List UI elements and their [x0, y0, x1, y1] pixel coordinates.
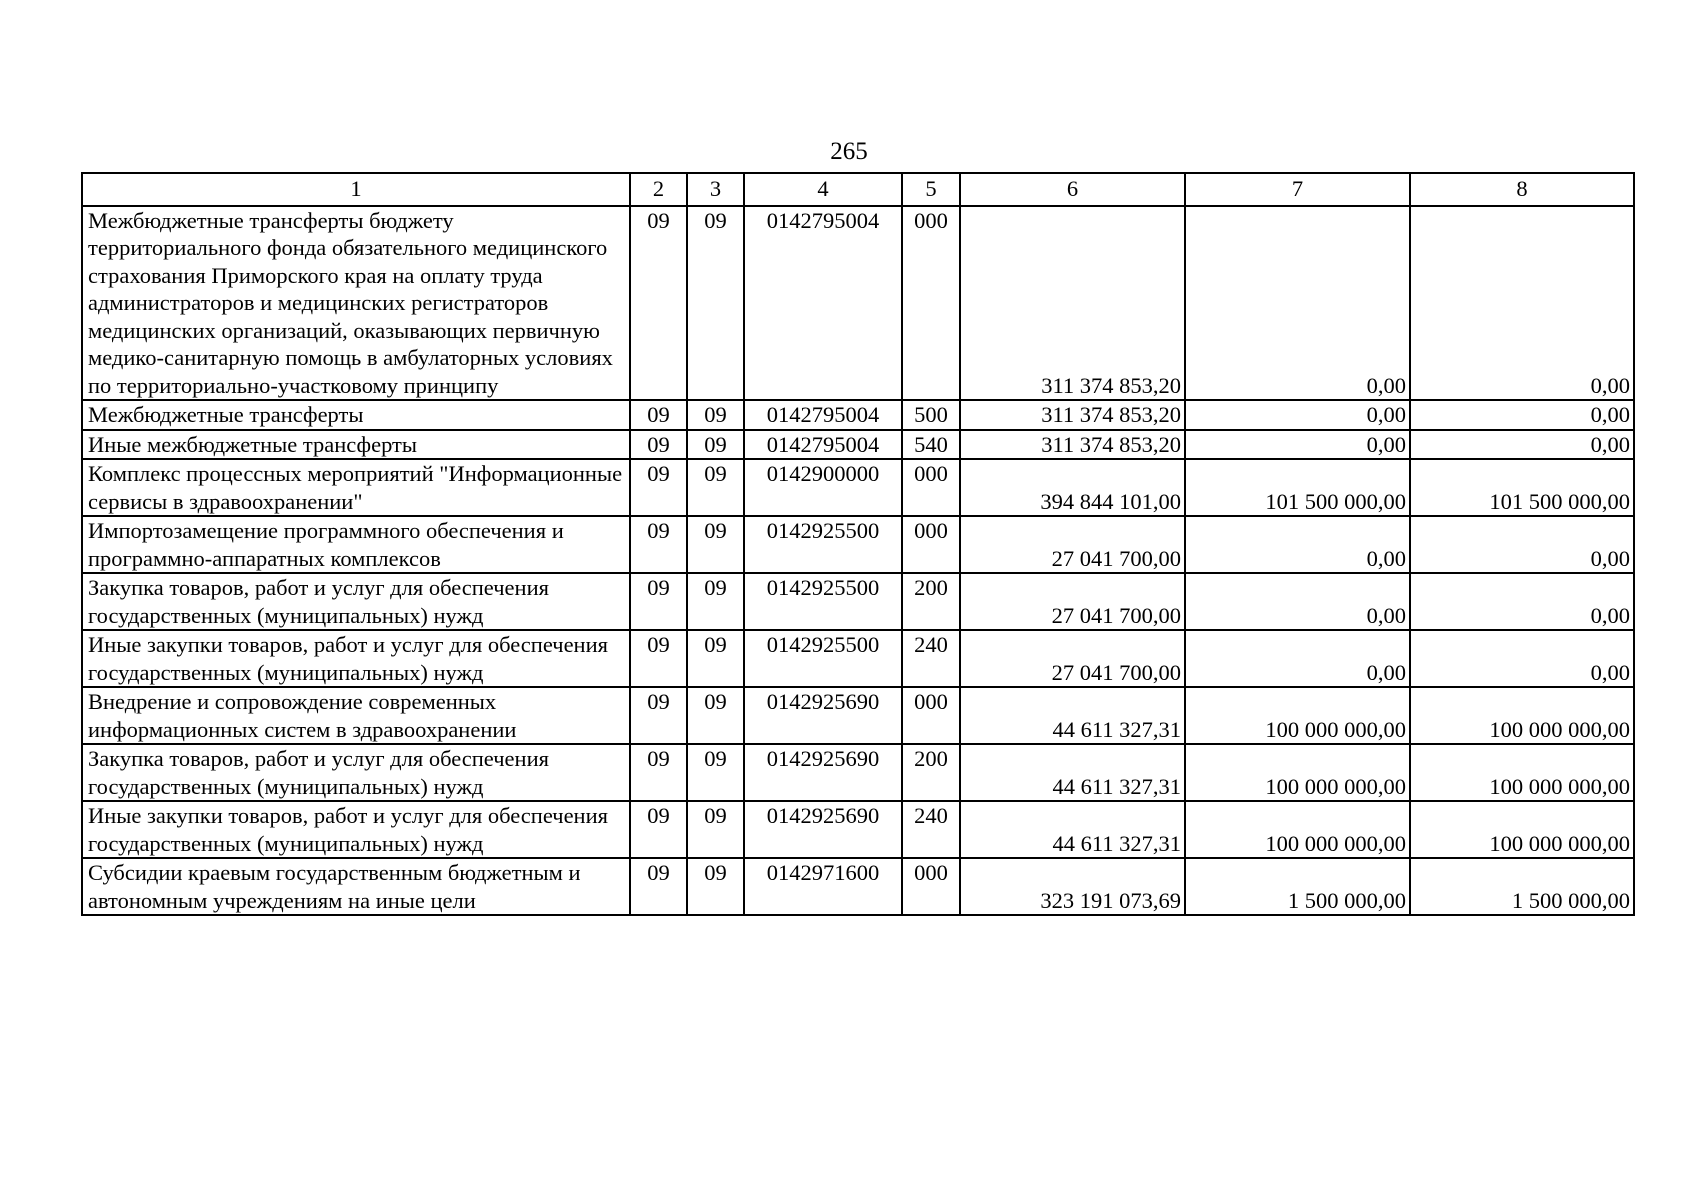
row-section: 09 — [630, 744, 687, 801]
table-row — [82, 400, 1634, 430]
row-amount-6: 44 611 327,31 — [960, 687, 1185, 744]
row-amount-6: 311 374 853,20 — [960, 400, 1185, 430]
row-target-code: 0142925500 — [744, 573, 902, 630]
row-amount-6: 27 041 700,00 — [960, 630, 1185, 687]
column-header-1: 1 — [82, 173, 630, 206]
row-section: 09 — [630, 400, 687, 430]
column-header-6: 6 — [960, 173, 1185, 206]
row-amount-7: 0,00 — [1185, 430, 1410, 460]
table-row — [82, 744, 1634, 801]
row-target-code: 0142795004 — [744, 206, 902, 401]
row-amount-7: 100 000 000,00 — [1185, 687, 1410, 744]
row-name: Межбюджетные трансферты бюджету территориального фонда обязательного медицинского страхования Приморского края на оплату труда администраторов и медицинских регистраторов медицинских организаций, оказывающих первичную медико-санитарную помощь в амбулаторных условиях по территориально-участковому принципу — [82, 206, 630, 401]
row-expense-type: 240 — [902, 630, 960, 687]
table-row — [82, 430, 1634, 460]
row-subsection: 09 — [687, 206, 744, 401]
row-amount-6: 27 041 700,00 — [960, 573, 1185, 630]
row-amount-6: 311 374 853,20 — [960, 206, 1185, 401]
row-name: Внедрение и сопровождение современных информационных систем в здравоохранении — [82, 687, 630, 744]
row-expense-type: 200 — [902, 573, 960, 630]
column-header-2: 2 — [630, 173, 687, 206]
table-row — [82, 573, 1634, 630]
row-expense-type: 000 — [902, 516, 960, 573]
row-amount-8: 1 500 000,00 — [1410, 858, 1634, 915]
row-amount-8: 0,00 — [1410, 400, 1634, 430]
row-amount-7: 0,00 — [1185, 400, 1410, 430]
column-header-4: 4 — [744, 173, 902, 206]
column-header-7: 7 — [1185, 173, 1410, 206]
row-amount-8: 0,00 — [1410, 206, 1634, 401]
row-amount-6: 394 844 101,00 — [960, 459, 1185, 516]
row-amount-6: 323 191 073,69 — [960, 858, 1185, 915]
row-subsection: 09 — [687, 516, 744, 573]
row-expense-type: 000 — [902, 687, 960, 744]
row-amount-6: 44 611 327,31 — [960, 744, 1185, 801]
row-name: Иные межбюджетные трансферты — [82, 430, 630, 460]
row-target-code: 0142971600 — [744, 858, 902, 915]
row-target-code: 0142900000 — [744, 459, 902, 516]
row-target-code: 0142925690 — [744, 744, 902, 801]
row-section: 09 — [630, 573, 687, 630]
row-expense-type: 000 — [902, 858, 960, 915]
row-amount-8: 100 000 000,00 — [1410, 687, 1634, 744]
row-subsection: 09 — [687, 459, 744, 516]
row-amount-8: 0,00 — [1410, 573, 1634, 630]
row-amount-7: 0,00 — [1185, 573, 1410, 630]
row-subsection: 09 — [687, 573, 744, 630]
row-target-code: 0142925690 — [744, 801, 902, 858]
table-row — [82, 630, 1634, 687]
row-target-code: 0142925500 — [744, 516, 902, 573]
row-expense-type: 200 — [902, 744, 960, 801]
row-amount-8: 101 500 000,00 — [1410, 459, 1634, 516]
row-subsection: 09 — [687, 400, 744, 430]
row-amount-7: 0,00 — [1185, 630, 1410, 687]
row-amount-7: 0,00 — [1185, 516, 1410, 573]
row-expense-type: 000 — [902, 206, 960, 401]
row-amount-8: 0,00 — [1410, 516, 1634, 573]
row-subsection: 09 — [687, 858, 744, 915]
row-expense-type: 500 — [902, 400, 960, 430]
row-name: Субсидии краевым государственным бюджетным и автономным учреждениям на иные цели — [82, 858, 630, 915]
row-amount-8: 0,00 — [1410, 630, 1634, 687]
row-amount-6: 44 611 327,31 — [960, 801, 1185, 858]
row-expense-type: 000 — [902, 459, 960, 516]
column-header-3: 3 — [687, 173, 744, 206]
row-subsection: 09 — [687, 630, 744, 687]
row-section: 09 — [630, 801, 687, 858]
row-amount-6: 311 374 853,20 — [960, 430, 1185, 460]
header-row — [82, 173, 1634, 206]
row-target-code: 0142795004 — [744, 400, 902, 430]
row-name: Закупка товаров, работ и услуг для обеспечения государственных (муниципальных) нужд — [82, 744, 630, 801]
row-amount-7: 0,00 — [1185, 206, 1410, 401]
table-row — [82, 687, 1634, 744]
row-target-code: 0142795004 — [744, 430, 902, 460]
table-row — [82, 516, 1634, 573]
row-section: 09 — [630, 630, 687, 687]
row-amount-7: 100 000 000,00 — [1185, 744, 1410, 801]
row-section: 09 — [630, 206, 687, 401]
row-section: 09 — [630, 687, 687, 744]
row-subsection: 09 — [687, 687, 744, 744]
table-row — [82, 858, 1634, 915]
budget-table — [81, 172, 1635, 916]
row-name: Закупка товаров, работ и услуг для обеспечения государственных (муниципальных) нужд — [82, 573, 630, 630]
row-section: 09 — [630, 459, 687, 516]
row-section: 09 — [630, 858, 687, 915]
row-amount-6: 27 041 700,00 — [960, 516, 1185, 573]
row-target-code: 0142925500 — [744, 630, 902, 687]
row-amount-7: 100 000 000,00 — [1185, 801, 1410, 858]
row-expense-type: 240 — [902, 801, 960, 858]
table-row — [82, 459, 1634, 516]
column-header-8: 8 — [1410, 173, 1634, 206]
row-amount-7: 1 500 000,00 — [1185, 858, 1410, 915]
row-amount-8: 100 000 000,00 — [1410, 801, 1634, 858]
row-subsection: 09 — [687, 430, 744, 460]
row-subsection: 09 — [687, 744, 744, 801]
row-amount-7: 101 500 000,00 — [1185, 459, 1410, 516]
page-number: 265 — [830, 138, 868, 165]
row-expense-type: 540 — [902, 430, 960, 460]
column-header-5: 5 — [902, 173, 960, 206]
row-subsection: 09 — [687, 801, 744, 858]
row-name: Импортозамещение программного обеспечения и программно-аппаратных комплексов — [82, 516, 630, 573]
row-name: Межбюджетные трансферты — [82, 400, 630, 430]
table-row — [82, 206, 1634, 401]
row-amount-8: 0,00 — [1410, 430, 1634, 460]
row-name: Иные закупки товаров, работ и услуг для обеспечения государственных (муниципальных) нужд — [82, 801, 630, 858]
row-section: 09 — [630, 430, 687, 460]
row-amount-8: 100 000 000,00 — [1410, 744, 1634, 801]
table-row — [82, 801, 1634, 858]
row-name: Иные закупки товаров, работ и услуг для обеспечения государственных (муниципальных) нужд — [82, 630, 630, 687]
row-section: 09 — [630, 516, 687, 573]
row-target-code: 0142925690 — [744, 687, 902, 744]
row-name: Комплекс процессных мероприятий "Информационные сервисы в здравоохранении" — [82, 459, 630, 516]
